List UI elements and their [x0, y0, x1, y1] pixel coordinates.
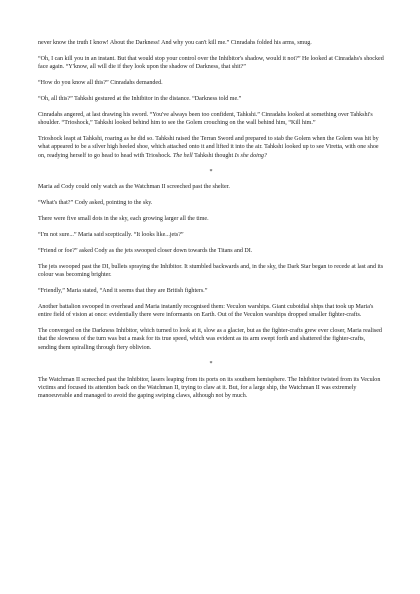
paragraph-text: “Oh, I can kill you in an instant. But that would stop your control over the Inhibitor's shadow, would it not?” He looked at Cinradahs's shocked face again. “Y'know, all will die if they look upon the shadow of Darkness, that shit?”	[38, 55, 384, 71]
paragraph-text: Trioshock leapt at Tahkshi, roaring as he did so. Tahkshi raised the Terran Sword and prepared to stab the Golem when the Golem was hit by what appeared to be a silver high heeled shoe, which attached onto it and lifted it into the air. Tahkshi looked up to see Viretta, with one shoe on, readying herself to go head to head with Trioshock.	[38, 136, 379, 159]
paragraph-text: “Friend or foe?” asked Cody as the jets swooped closer down towards the Titans and DI.	[38, 247, 253, 254]
paragraph	[38, 303, 384, 320]
paragraph-text: “Oh, all this?” Tahkshi gestured at the Inhibitor in the distance. “Darkness told me.”	[38, 95, 242, 102]
paragraph-text: “Friendly,” Maria stated, “And it seems that they are British fighters.”	[38, 288, 208, 295]
paragraph-text: “I'm not sure...” Maria said sceptically. “It looks like...jets?”	[38, 232, 184, 239]
section-separator: *	[209, 168, 213, 175]
italic-text: Is she doing?	[234, 152, 267, 159]
paragraph-text: never know the truth I know! About the Darkness! And why you can't kill me.” Cinradahs folded his arms, smug.	[38, 40, 312, 46]
document-body	[38, 39, 384, 400]
paragraph	[38, 287, 384, 295]
paragraph-text: The converged on the Darkness Inhibitor, which turned to look at it, slow as a glacier, but as the fighter-crafts grew ever closer, Maria realised that the slowness of the turn was but a mask for its true speed, which was evident as its arm swept forth and shattered the fighter-crafts, sending them spiralling through fiery oblivion.	[38, 328, 382, 351]
paragraph-text: The jets swooped past the DI, bullets spraying the Inhibitor. It stumbled backwards and, in the sky, the Dark Star began to recede at last and its colour was becoming brighter.	[38, 263, 384, 279]
paragraph-text: “How do you know all this?” Cinradahs demanded.	[38, 80, 163, 87]
paragraph-text: Maria ad Cody could only watch as the Watchman II screeched past the shelter.	[38, 184, 230, 191]
paragraph	[38, 55, 384, 72]
paragraph	[38, 231, 384, 239]
paragraph	[38, 199, 384, 207]
paragraph	[38, 111, 384, 128]
paragraph	[38, 135, 384, 160]
paragraph-text: Tahkshi thought	[192, 152, 235, 159]
italic-text: The hell	[173, 152, 193, 159]
paragraph	[38, 79, 384, 87]
paragraph	[38, 327, 384, 352]
paragraph	[38, 95, 384, 103]
paragraph-text: The Watchman II screeched past the Inhibitor, lasers leaping from its ports on its southern hemisphere. The Inhibitor twisted from its Veculon victims and focused its attention back on the Watchman II, trying to claw at it. But, for a large ship, the Watchman II was extremely manoeuvrable and managed to avoid the gaping swiping claws, although not by much.	[38, 376, 381, 400]
paragraph	[38, 263, 384, 280]
paragraph	[38, 247, 384, 255]
paragraph	[38, 183, 384, 191]
section-separator: *	[209, 360, 213, 367]
paragraph-text: “What's that?” Cody asked, pointing to the sky.	[38, 200, 153, 207]
paragraph	[38, 39, 384, 47]
paragraph	[38, 376, 384, 401]
paragraph-text: There were five small dots in the sky, each growing larger all the time.	[38, 216, 209, 223]
paragraph	[38, 215, 384, 223]
paragraph-text: Another battalion swooped in overhead and Maria instantly recognised them: Veculon warships. Giant cuboidial ships that took up Maria's entire field of vision at once: evidentially there were informants on Earth. Out of the Veculon warships dropped smaller fighter-crafts.	[38, 303, 374, 319]
paragraph-text: Cinradahs angered, at last drawing his sword. “You've always been too confident, Tahkshi.” Cinradahs looked at something over Tahkshi's shoulder. “Trioshock,” Tahkshi looked behind him to see the Golem crouching on the wall behind him, “Kill him.”	[38, 111, 373, 127]
